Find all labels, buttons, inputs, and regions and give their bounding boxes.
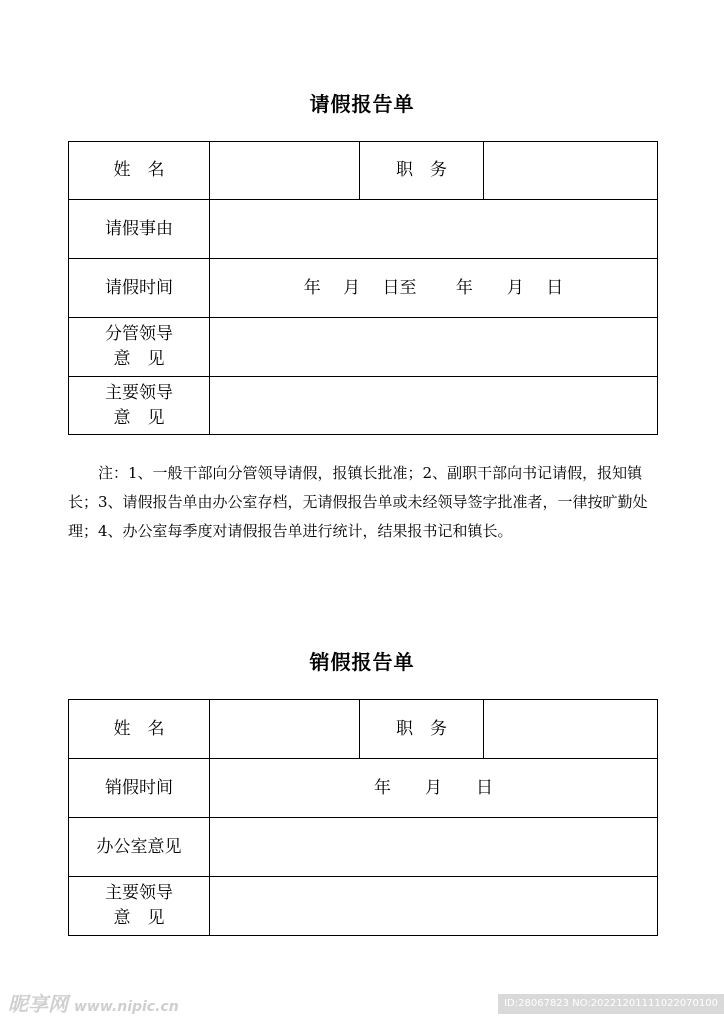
leave-time-label: 请假时间 [69, 259, 210, 318]
cancel-name-field[interactable] [210, 700, 360, 759]
cancel-main-leader-label-line2: 意 见 [113, 908, 165, 928]
leave-request-title: 请假报告单 [309, 92, 415, 116]
supervisor-opinion-field[interactable] [210, 318, 658, 377]
name-field[interactable] [210, 142, 360, 200]
office-opinion-field[interactable] [210, 818, 658, 877]
supervisor-opinion-label [69, 318, 210, 377]
supervisor-opinion-label-line1: 分管领导 [105, 324, 173, 344]
leave-time-value: 年 月 日至 年 月 日 [303, 277, 564, 298]
cancel-time-field[interactable] [210, 759, 658, 818]
cancel-time-value: 年 月 日 [374, 777, 493, 798]
leave-time-field[interactable] [210, 259, 658, 318]
leave-cancel-title: 销假报告单 [309, 650, 415, 674]
cancel-main-leader-label-line1: 主要领导 [105, 883, 173, 903]
position-label: 职 务 [360, 142, 484, 200]
position-field[interactable] [484, 142, 658, 200]
watermark-id-badge: ID:28067823 NO:20221201111022070100 [498, 994, 724, 1014]
office-opinion-label: 办公室意见 [69, 818, 210, 877]
watermark-logo-text: 昵享网 [8, 992, 68, 1016]
main-leader-opinion-field[interactable] [210, 377, 658, 435]
watermark-logo [8, 988, 179, 1017]
leave-cancel-table [68, 699, 658, 936]
supervisor-opinion-label-line2: 意 见 [113, 349, 165, 369]
cancel-time-label: 销假时间 [69, 759, 210, 818]
cancel-position-field[interactable] [484, 700, 658, 759]
reason-label: 请假事由 [69, 200, 210, 259]
note-paragraph: 注：1、一般干部向分管领导请假，报镇长批准；2、副职干部向书记请假，报知镇长；3、请假报告单由办公室存档，无请假报告单或未经领导签字批准者，一律按旷勤处理；4、办公室每季度对请假报告单进行统计，结果报书记和镇长。 [68, 464, 648, 540]
main-leader-opinion-label-line2: 意 见 [113, 407, 165, 428]
main-leader-opinion-label-line1: 主要领导 [105, 382, 173, 403]
leave-request-table [68, 141, 658, 435]
cancel-main-leader-field[interactable] [210, 877, 658, 936]
cancel-main-leader-label [69, 877, 210, 936]
name-label: 姓 名 [69, 142, 210, 200]
watermark-url: www.nipic.cn [74, 999, 179, 1015]
cancel-position-label: 职 务 [360, 700, 484, 759]
reason-field[interactable] [210, 200, 658, 259]
main-leader-opinion-label [69, 377, 210, 435]
cancel-name-label: 姓 名 [69, 700, 210, 759]
